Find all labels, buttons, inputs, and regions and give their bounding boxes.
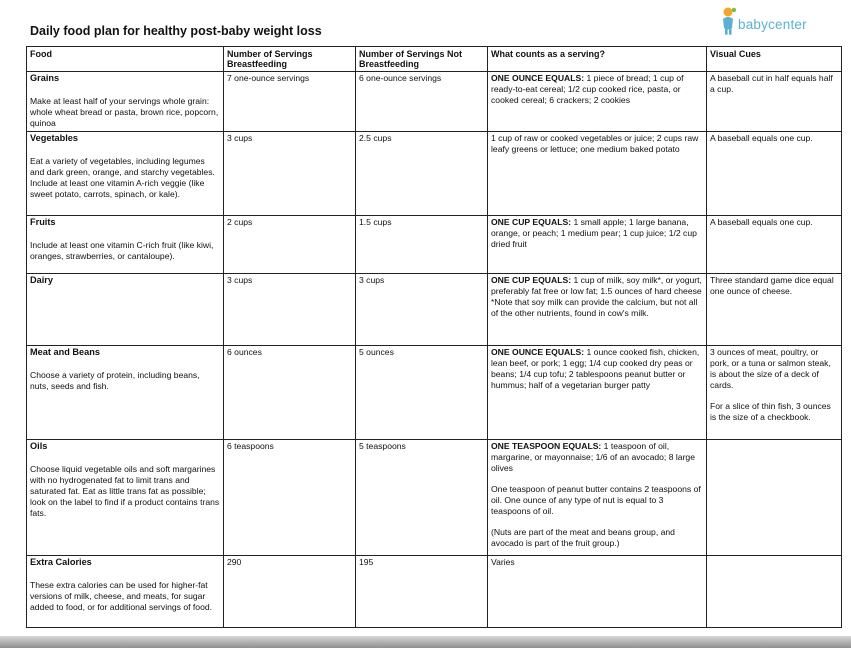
servings-breastfeeding: 2 cups — [224, 216, 356, 274]
serving-cell — [488, 440, 707, 556]
baby-figure-icon — [718, 6, 740, 38]
food-name: Fruits — [30, 217, 56, 228]
table-row-oils — [27, 440, 842, 556]
babycenter-logo — [718, 6, 828, 40]
servings-not-breastfeeding: 5 ounces — [356, 346, 488, 440]
food-description: Choose a variety of protein, including beans, nuts, seeds and fish. — [30, 369, 200, 391]
servings-not-breastfeeding: 2.5 cups — [356, 132, 488, 216]
servings-not-breastfeeding: 195 — [356, 556, 488, 628]
serving-cell — [488, 274, 707, 346]
serving-text: 1 ounce cooked fish, chicken, lean beef, or pork; 1 egg; 1/4 cup cooked dry peas or beans; 1/4 cup tofu; 2 tablespoons peanut butter or hummus; half of a vegetarian burger patty — [491, 347, 700, 391]
table-row-dairy — [27, 274, 842, 346]
food-description: These extra calories can be used for higher-fat versions of milk, cheese, and meats, for sugar added to food, or for additional servings of food. — [30, 579, 213, 612]
serving-lead: ONE TEASPOON EQUALS: — [491, 441, 602, 452]
food-name: Dairy — [30, 275, 53, 286]
header-breastfeeding: Number of Servings Breastfeeding — [224, 47, 356, 72]
servings-breastfeeding: 3 cups — [224, 132, 356, 216]
serving-cell — [488, 72, 707, 132]
serving-paragraph: One teaspoon of peanut butter contains 2 teaspoons of oil. One ounce of any type of nut is equal to 3 teaspoons of oil. — [491, 484, 701, 517]
servings-not-breastfeeding: 3 cups — [356, 274, 488, 346]
serving-note: *Note that soy milk can provide the calcium, but not all of the other nutrients, found in cow's milk. — [491, 297, 698, 319]
serving-text: 1 piece of bread; 1 cup of ready-to-eat cereal; 1/2 cup cooked rice, pasta, or cooked cereal; 6 crackers; 2 cookies — [491, 73, 684, 106]
food-cell — [27, 440, 224, 556]
visual-cue-cell — [707, 346, 842, 440]
page-title: Daily food plan for healthy post-baby weight loss — [30, 24, 322, 38]
food-name: Extra Calories — [30, 557, 92, 568]
servings-breastfeeding: 6 ounces — [224, 346, 356, 440]
serving-cell — [488, 346, 707, 440]
serving-cell — [488, 556, 707, 628]
visual-cue — [707, 556, 842, 628]
serving-lead: ONE CUP EQUALS: — [491, 275, 572, 286]
visual-cue — [707, 440, 842, 556]
food-name: Oils — [30, 441, 48, 452]
servings-breastfeeding: 3 cups — [224, 274, 356, 346]
serving-cell — [488, 216, 707, 274]
table-row-vegetables — [27, 132, 842, 216]
header-food: Food — [27, 47, 224, 72]
servings-breastfeeding: 290 — [224, 556, 356, 628]
food-cell — [27, 216, 224, 274]
food-description: Include at least one vitamin C-rich fruit (like kiwi, oranges, strawberries, or cantaloupe). — [30, 239, 214, 261]
visual-cue-secondary: For a slice of thin fish, 3 ounces is the size of a checkbook. — [710, 401, 831, 423]
serving-text: Varies — [491, 557, 515, 568]
serving-text: 1 cup of raw or cooked vegetables or juice; 2 cups raw leafy greens or lettuce; one medium baked potato — [491, 133, 699, 155]
servings-not-breastfeeding: 6 one-ounce servings — [356, 72, 488, 132]
visual-cue: A baseball equals one cup. — [707, 132, 842, 216]
visual-cue: Three standard game dice equal one ounce of cheese. — [707, 274, 842, 346]
serving-lead: ONE CUP EQUALS: — [491, 217, 572, 228]
servings-breastfeeding: 6 teaspoons — [224, 440, 356, 556]
table-row-extra-calories — [27, 556, 842, 628]
food-cell — [27, 274, 224, 346]
food-name: Grains — [30, 73, 60, 84]
servings-breastfeeding: 7 one-ounce servings — [224, 72, 356, 132]
servings-not-breastfeeding: 1.5 cups — [356, 216, 488, 274]
food-plan-table — [26, 46, 842, 628]
food-name: Meat and Beans — [30, 347, 100, 358]
food-cell — [27, 556, 224, 628]
serving-text: 1 teaspoon of oil, margarine, or mayonnaise; 1/6 of an avocado; 8 large olives — [491, 441, 695, 474]
serving-cell — [488, 132, 707, 216]
food-description: Eat a variety of vegetables, including legumes and dark green, orange, and starchy vegetables. Include at least one vitamin A-rich veggie (like sweet potato, carrots, spinach, or kale). — [30, 155, 215, 199]
serving-paragraph: (Nuts are part of the meat and beans group, and avocado is part of the fruit group.) — [491, 527, 675, 549]
food-description: Choose liquid vegetable oils and soft margarines with no hydrogenated fat to limit trans and saturated fat. Eat as little trans fat as possible; look on the label to find if a product contains trans fats. — [30, 463, 220, 518]
visual-cue: 3 ounces of meat, poultry, or pork, or a tuna or salmon steak, is about the size of a deck of cards. — [710, 347, 831, 391]
food-name: Vegetables — [30, 133, 79, 144]
servings-not-breastfeeding: 5 teaspoons — [356, 440, 488, 556]
brand-name: babycenter — [738, 17, 807, 32]
serving-text: 1 cup of milk, soy milk*, or yogurt, preferably fat free or low fat; 1.5 ounces of hard cheese — [491, 275, 702, 297]
food-cell — [27, 346, 224, 440]
visual-cue: A baseball equals one cup. — [707, 216, 842, 274]
food-cell — [27, 72, 224, 132]
header-serving: What counts as a serving? — [488, 47, 707, 72]
visual-cue: A baseball cut in half equals half a cup. — [707, 72, 842, 132]
header-visual-cues: Visual Cues — [707, 47, 842, 72]
window-bottom-bar — [0, 636, 851, 648]
header-not-breastfeeding: Number of Servings Not Breastfeeding — [356, 47, 488, 72]
food-cell — [27, 132, 224, 216]
serving-text: 1 small apple; 1 large banana, orange, or peach; 1 medium pear; 1 cup juice; 1/2 cup dried fruit — [491, 217, 697, 250]
serving-lead: ONE OUNCE EQUALS: — [491, 347, 585, 358]
food-description: Make at least half of your servings whole grain: whole wheat bread or pasta, brown rice, popcorn, quinoa — [30, 95, 219, 128]
table-row-fruits — [27, 216, 842, 274]
table-header-row — [27, 47, 842, 72]
table-row-grains — [27, 72, 842, 132]
table-row-meat-and-beans — [27, 346, 842, 440]
serving-lead: ONE OUNCE EQUALS: — [491, 73, 585, 84]
